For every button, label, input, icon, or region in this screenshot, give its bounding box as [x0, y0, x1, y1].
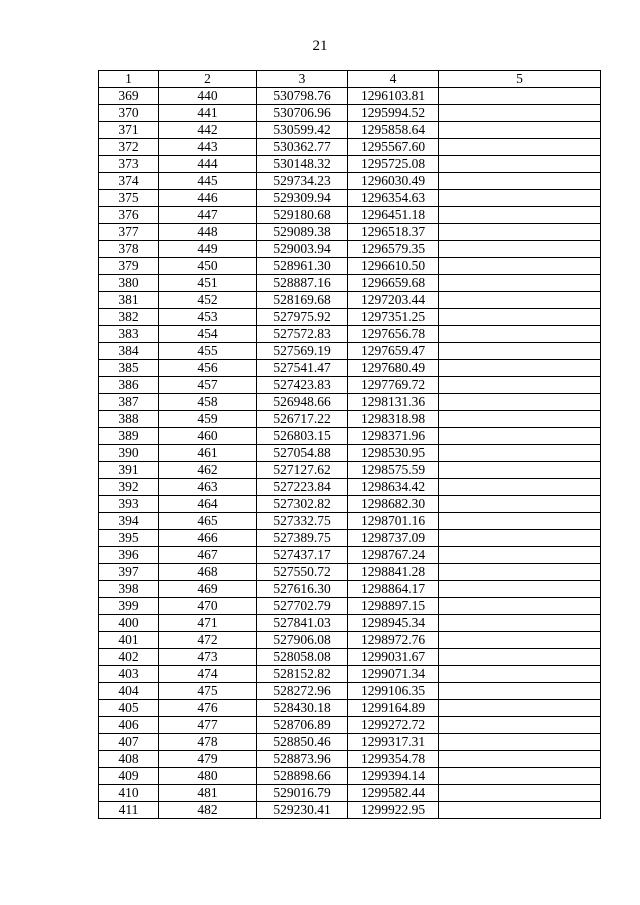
coordinate-x-cell: 527223.84 [257, 479, 348, 496]
note-cell [439, 581, 601, 598]
point-number-cell: 406 [99, 717, 159, 734]
coordinate-x-cell: 528706.89 [257, 717, 348, 734]
table-row [99, 530, 601, 547]
note-cell [439, 547, 601, 564]
note-cell [439, 598, 601, 615]
coordinate-x-cell: 527541.47 [257, 360, 348, 377]
coordinate-y-cell: 1296451.18 [348, 207, 439, 224]
point-number-cell: 369 [99, 88, 159, 105]
point-number-cell: 375 [99, 190, 159, 207]
coordinate-x-cell: 527841.03 [257, 615, 348, 632]
index-cell: 463 [159, 479, 257, 496]
coordinate-x-cell: 529003.94 [257, 241, 348, 258]
table-row [99, 411, 601, 428]
table-row [99, 122, 601, 139]
point-number-cell: 396 [99, 547, 159, 564]
table-row [99, 802, 601, 819]
point-number-cell: 385 [99, 360, 159, 377]
coordinate-y-cell: 1296030.49 [348, 173, 439, 190]
coordinate-x-cell: 529734.23 [257, 173, 348, 190]
note-cell [439, 734, 601, 751]
coordinate-y-cell: 1298864.17 [348, 581, 439, 598]
point-number-cell: 409 [99, 768, 159, 785]
coordinate-y-cell: 1298701.16 [348, 513, 439, 530]
note-cell [439, 309, 601, 326]
coordinate-y-cell: 1298841.28 [348, 564, 439, 581]
index-cell: 459 [159, 411, 257, 428]
coordinate-y-cell: 1296659.68 [348, 275, 439, 292]
note-cell [439, 258, 601, 275]
note-cell [439, 411, 601, 428]
coordinate-x-cell: 528169.68 [257, 292, 348, 309]
point-number-cell: 386 [99, 377, 159, 394]
index-cell: 458 [159, 394, 257, 411]
point-number-cell: 402 [99, 649, 159, 666]
coordinate-x-cell: 527975.92 [257, 309, 348, 326]
coordinate-x-cell: 528887.16 [257, 275, 348, 292]
coordinate-y-cell: 1295858.64 [348, 122, 439, 139]
index-cell: 449 [159, 241, 257, 258]
index-cell: 460 [159, 428, 257, 445]
coordinate-x-cell: 528873.96 [257, 751, 348, 768]
index-cell: 450 [159, 258, 257, 275]
point-number-cell: 411 [99, 802, 159, 819]
coordinate-y-cell: 1297680.49 [348, 360, 439, 377]
coordinate-x-cell: 529180.68 [257, 207, 348, 224]
index-cell: 448 [159, 224, 257, 241]
point-number-cell: 371 [99, 122, 159, 139]
table-row [99, 156, 601, 173]
note-cell [439, 785, 601, 802]
index-cell: 461 [159, 445, 257, 462]
point-number-cell: 397 [99, 564, 159, 581]
index-cell: 475 [159, 683, 257, 700]
note-cell [439, 615, 601, 632]
note-cell [439, 768, 601, 785]
table-row [99, 513, 601, 530]
index-cell: 446 [159, 190, 257, 207]
note-cell [439, 343, 601, 360]
point-number-cell: 378 [99, 241, 159, 258]
point-number-cell: 377 [99, 224, 159, 241]
index-cell: 452 [159, 292, 257, 309]
coordinate-y-cell: 1296518.37 [348, 224, 439, 241]
coordinate-x-cell: 528152.82 [257, 666, 348, 683]
coordinate-x-cell: 527569.19 [257, 343, 348, 360]
note-cell [439, 207, 601, 224]
note-cell [439, 173, 601, 190]
index-cell: 479 [159, 751, 257, 768]
table-row [99, 88, 601, 105]
index-cell: 454 [159, 326, 257, 343]
table-row [99, 139, 601, 156]
table-row [99, 105, 601, 122]
coordinate-x-cell: 530798.76 [257, 88, 348, 105]
coordinate-x-cell: 530148.32 [257, 156, 348, 173]
point-number-cell: 401 [99, 632, 159, 649]
point-number-cell: 374 [99, 173, 159, 190]
note-cell [439, 683, 601, 700]
note-cell [439, 377, 601, 394]
point-number-cell: 399 [99, 598, 159, 615]
coordinate-x-cell: 529230.41 [257, 802, 348, 819]
index-cell: 467 [159, 547, 257, 564]
table-row [99, 428, 601, 445]
coordinate-y-cell: 1297351.25 [348, 309, 439, 326]
index-cell: 455 [159, 343, 257, 360]
point-number-cell: 370 [99, 105, 159, 122]
index-cell: 445 [159, 173, 257, 190]
note-cell [439, 700, 601, 717]
index-cell: 453 [159, 309, 257, 326]
point-number-cell: 405 [99, 700, 159, 717]
coordinate-x-cell: 527389.75 [257, 530, 348, 547]
point-number-cell: 372 [99, 139, 159, 156]
point-number-cell: 383 [99, 326, 159, 343]
table-row [99, 479, 601, 496]
coordinate-x-cell: 528272.96 [257, 683, 348, 700]
coordinate-y-cell: 1299582.44 [348, 785, 439, 802]
coordinate-x-cell: 527332.75 [257, 513, 348, 530]
page-number: 21 [312, 38, 328, 54]
coordinate-x-cell: 526948.66 [257, 394, 348, 411]
index-cell: 444 [159, 156, 257, 173]
coordinate-y-cell: 1296354.63 [348, 190, 439, 207]
note-cell [439, 496, 601, 513]
note-cell [439, 513, 601, 530]
point-number-cell: 395 [99, 530, 159, 547]
table-row [99, 292, 601, 309]
note-cell [439, 139, 601, 156]
coordinate-y-cell: 1296103.81 [348, 88, 439, 105]
coordinate-y-cell: 1295994.52 [348, 105, 439, 122]
index-cell: 472 [159, 632, 257, 649]
coordinates-table [98, 70, 601, 819]
table-row [99, 700, 601, 717]
coordinate-y-cell: 1298318.98 [348, 411, 439, 428]
coordinate-x-cell: 529016.79 [257, 785, 348, 802]
table-row [99, 207, 601, 224]
table-row [99, 649, 601, 666]
note-cell [439, 360, 601, 377]
coordinate-y-cell: 1297656.78 [348, 326, 439, 343]
coordinate-x-cell: 527302.82 [257, 496, 348, 513]
point-number-cell: 394 [99, 513, 159, 530]
note-cell [439, 275, 601, 292]
coordinate-y-cell: 1297659.47 [348, 343, 439, 360]
table-row [99, 258, 601, 275]
note-cell [439, 122, 601, 139]
coordinate-y-cell: 1299071.34 [348, 666, 439, 683]
coordinate-y-cell: 1298972.76 [348, 632, 439, 649]
coordinate-y-cell: 1299031.67 [348, 649, 439, 666]
coordinate-y-cell: 1295725.08 [348, 156, 439, 173]
point-number-cell: 398 [99, 581, 159, 598]
coordinate-y-cell: 1297203.44 [348, 292, 439, 309]
index-cell: 442 [159, 122, 257, 139]
index-cell: 441 [159, 105, 257, 122]
note-cell [439, 105, 601, 122]
point-number-cell: 391 [99, 462, 159, 479]
note-cell [439, 292, 601, 309]
table-row [99, 275, 601, 292]
coordinate-y-cell: 1298131.36 [348, 394, 439, 411]
table-body [99, 88, 601, 819]
coordinate-y-cell: 1298682.30 [348, 496, 439, 513]
coordinate-x-cell: 527423.83 [257, 377, 348, 394]
note-cell [439, 88, 601, 105]
table-row [99, 343, 601, 360]
index-cell: 466 [159, 530, 257, 547]
coordinate-y-cell: 1299317.31 [348, 734, 439, 751]
note-cell [439, 224, 601, 241]
index-cell: 473 [159, 649, 257, 666]
coordinate-x-cell: 528898.66 [257, 768, 348, 785]
point-number-cell: 410 [99, 785, 159, 802]
table-row [99, 768, 601, 785]
table-row [99, 785, 601, 802]
table-header-row [99, 71, 601, 88]
point-number-cell: 373 [99, 156, 159, 173]
coordinate-y-cell: 1298737.09 [348, 530, 439, 547]
point-number-cell: 376 [99, 207, 159, 224]
coordinate-x-cell: 528850.46 [257, 734, 348, 751]
index-cell: 481 [159, 785, 257, 802]
table-row [99, 615, 601, 632]
column-header-3: 3 [257, 71, 348, 88]
index-cell: 478 [159, 734, 257, 751]
table-row [99, 326, 601, 343]
index-cell: 440 [159, 88, 257, 105]
note-cell [439, 190, 601, 207]
note-cell [439, 649, 601, 666]
table-row [99, 241, 601, 258]
note-cell [439, 156, 601, 173]
point-number-cell: 393 [99, 496, 159, 513]
column-header-2: 2 [159, 71, 257, 88]
index-cell: 447 [159, 207, 257, 224]
index-cell: 462 [159, 462, 257, 479]
table-row [99, 666, 601, 683]
coordinate-x-cell: 529089.38 [257, 224, 348, 241]
note-cell [439, 394, 601, 411]
coordinate-y-cell: 1299922.95 [348, 802, 439, 819]
coordinate-y-cell: 1296610.50 [348, 258, 439, 275]
point-number-cell: 384 [99, 343, 159, 360]
index-cell: 469 [159, 581, 257, 598]
index-cell: 457 [159, 377, 257, 394]
table-row [99, 173, 601, 190]
table-row [99, 632, 601, 649]
note-cell [439, 666, 601, 683]
coordinate-x-cell: 526717.22 [257, 411, 348, 428]
coordinate-y-cell: 1297769.72 [348, 377, 439, 394]
coordinate-y-cell: 1298767.24 [348, 547, 439, 564]
table-row [99, 462, 601, 479]
note-cell [439, 751, 601, 768]
index-cell: 465 [159, 513, 257, 530]
table-row [99, 564, 601, 581]
point-number-cell: 382 [99, 309, 159, 326]
coordinate-x-cell: 528961.30 [257, 258, 348, 275]
index-cell: 468 [159, 564, 257, 581]
note-cell [439, 802, 601, 819]
coordinate-x-cell: 527550.72 [257, 564, 348, 581]
coordinate-x-cell: 530706.96 [257, 105, 348, 122]
coordinate-x-cell: 527572.83 [257, 326, 348, 343]
coordinate-y-cell: 1299354.78 [348, 751, 439, 768]
index-cell: 443 [159, 139, 257, 156]
coordinate-y-cell: 1298371.96 [348, 428, 439, 445]
column-header-5: 5 [439, 71, 601, 88]
point-number-cell: 390 [99, 445, 159, 462]
note-cell [439, 632, 601, 649]
index-cell: 464 [159, 496, 257, 513]
coordinate-x-cell: 527054.88 [257, 445, 348, 462]
point-number-cell: 407 [99, 734, 159, 751]
table-row [99, 190, 601, 207]
index-cell: 451 [159, 275, 257, 292]
coordinate-x-cell: 527127.62 [257, 462, 348, 479]
table-row [99, 751, 601, 768]
note-cell [439, 428, 601, 445]
point-number-cell: 404 [99, 683, 159, 700]
table-row [99, 717, 601, 734]
point-number-cell: 408 [99, 751, 159, 768]
column-header-1: 1 [99, 71, 159, 88]
coordinate-y-cell: 1298575.59 [348, 462, 439, 479]
index-cell: 474 [159, 666, 257, 683]
note-cell [439, 564, 601, 581]
coordinate-y-cell: 1295567.60 [348, 139, 439, 156]
coordinate-x-cell: 529309.94 [257, 190, 348, 207]
coordinate-x-cell: 530362.77 [257, 139, 348, 156]
coordinate-y-cell: 1298897.15 [348, 598, 439, 615]
table-row [99, 581, 601, 598]
point-number-cell: 387 [99, 394, 159, 411]
index-cell: 476 [159, 700, 257, 717]
table-row [99, 598, 601, 615]
note-cell [439, 241, 601, 258]
point-number-cell: 403 [99, 666, 159, 683]
coordinate-y-cell: 1299164.89 [348, 700, 439, 717]
note-cell [439, 462, 601, 479]
coordinate-y-cell: 1298530.95 [348, 445, 439, 462]
coordinate-x-cell: 527616.30 [257, 581, 348, 598]
table-row [99, 734, 601, 751]
coordinate-y-cell: 1299394.14 [348, 768, 439, 785]
coordinate-y-cell: 1299272.72 [348, 717, 439, 734]
coordinate-y-cell: 1298945.34 [348, 615, 439, 632]
index-cell: 482 [159, 802, 257, 819]
point-number-cell: 400 [99, 615, 159, 632]
note-cell [439, 530, 601, 547]
coordinate-x-cell: 527437.17 [257, 547, 348, 564]
column-header-4: 4 [348, 71, 439, 88]
point-number-cell: 381 [99, 292, 159, 309]
coordinate-x-cell: 528058.08 [257, 649, 348, 666]
point-number-cell: 388 [99, 411, 159, 428]
note-cell [439, 479, 601, 496]
coordinate-x-cell: 528430.18 [257, 700, 348, 717]
coordinate-x-cell: 527906.08 [257, 632, 348, 649]
index-cell: 471 [159, 615, 257, 632]
point-number-cell: 392 [99, 479, 159, 496]
table-row [99, 445, 601, 462]
table-row [99, 377, 601, 394]
table-row [99, 496, 601, 513]
index-cell: 470 [159, 598, 257, 615]
coordinate-y-cell: 1298634.42 [348, 479, 439, 496]
index-cell: 480 [159, 768, 257, 785]
point-number-cell: 379 [99, 258, 159, 275]
coordinate-x-cell: 527702.79 [257, 598, 348, 615]
table-row [99, 394, 601, 411]
point-number-cell: 389 [99, 428, 159, 445]
coordinate-y-cell: 1296579.35 [348, 241, 439, 258]
index-cell: 477 [159, 717, 257, 734]
note-cell [439, 326, 601, 343]
table-row [99, 360, 601, 377]
coordinate-x-cell: 526803.15 [257, 428, 348, 445]
coordinate-x-cell: 530599.42 [257, 122, 348, 139]
note-cell [439, 717, 601, 734]
table-row [99, 683, 601, 700]
coordinate-y-cell: 1299106.35 [348, 683, 439, 700]
point-number-cell: 380 [99, 275, 159, 292]
index-cell: 456 [159, 360, 257, 377]
table-row [99, 224, 601, 241]
note-cell [439, 445, 601, 462]
table-row [99, 547, 601, 564]
table-row [99, 309, 601, 326]
